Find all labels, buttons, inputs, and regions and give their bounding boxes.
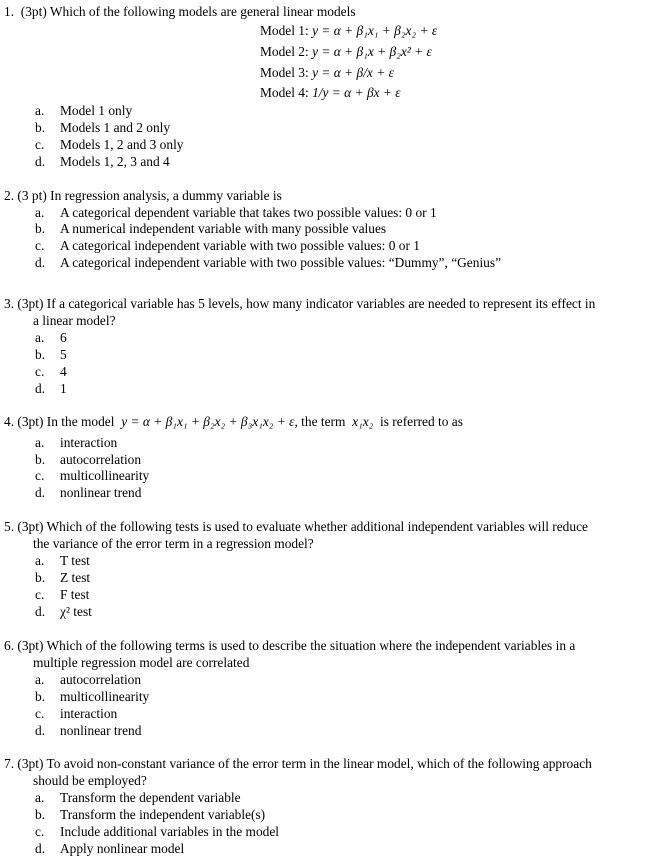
question-number: 1. xyxy=(4,4,15,19)
option-letter: c. xyxy=(35,137,45,152)
option-letter: a. xyxy=(35,330,45,345)
question-number: 7. xyxy=(4,756,15,771)
option-d-text: 1 xyxy=(60,381,67,396)
model-formula: y = α + β₁x₁ + β₂x₂ + ε xyxy=(312,23,438,38)
option-d-text: χ² test xyxy=(60,604,92,619)
model-formula: y = α + β₁x₁ + β₂x₂ + β₃x₁x₂ + ε xyxy=(121,414,295,429)
option-letter: c. xyxy=(35,587,45,602)
option-letter: b. xyxy=(35,120,46,135)
question-points: (3 pt) xyxy=(17,188,47,203)
question-points: (3pt) xyxy=(17,519,44,534)
model-formula: y = α + β₁x + β₂x² + ε xyxy=(312,44,432,59)
question-7-stem xyxy=(4,755,592,772)
question-number: 4. xyxy=(4,414,15,429)
question-5-stem xyxy=(4,518,588,535)
question-number: 6. xyxy=(4,638,15,653)
option-b-text: multicollinearity xyxy=(60,689,150,704)
option-letter: d. xyxy=(35,381,46,396)
option-b-text: A numerical independent variable with many possible values xyxy=(60,221,387,236)
option-a-text: autocorrelation xyxy=(60,672,142,687)
option-letter: a. xyxy=(35,672,45,687)
question-number: 5. xyxy=(4,519,15,534)
option-b-text: Models 1 and 2 only xyxy=(60,120,171,135)
option-c-text: 4 xyxy=(60,364,67,379)
option-a-text: T test xyxy=(60,553,90,568)
option-a-text: 6 xyxy=(60,330,67,345)
question-text: In the model xyxy=(46,414,115,429)
option-d-text: nonlinear trend xyxy=(60,485,142,500)
question-text: Which of the following tests is used to evaluate whether additional independent variables will reduce xyxy=(46,519,588,534)
question-text: Which of the following models are general linear models xyxy=(49,4,356,19)
question-points: (3pt) xyxy=(17,414,44,429)
model-formula: 1/y = α + βx + ε xyxy=(312,85,401,100)
option-d-text: nonlinear trend xyxy=(60,723,142,738)
option-b-text: autocorrelation xyxy=(60,452,142,467)
question-text: In regression analysis, a dummy variable is xyxy=(50,188,282,203)
option-c-text: Include additional variables in the model xyxy=(60,824,280,839)
option-letter: c. xyxy=(35,238,45,253)
option-c-text: A categorical independent variable with two possible values: 0 or 1 xyxy=(60,238,420,253)
option-d-text: Apply nonlinear model xyxy=(60,841,185,856)
option-d-text: Models 1, 2, 3 and 4 xyxy=(60,154,170,169)
option-letter: c. xyxy=(35,824,45,839)
option-d-text: A categorical independent variable with two possible values: “Dummy”, “Genius” xyxy=(60,255,502,270)
question-points: (3pt) xyxy=(17,638,44,653)
question-text-continued: multiple regression model are correlated xyxy=(33,655,250,670)
question-3-stem xyxy=(4,295,595,312)
question-points: (3pt) xyxy=(20,4,47,19)
option-letter: a. xyxy=(35,103,45,118)
option-b-text: 5 xyxy=(60,347,67,362)
option-letter: a. xyxy=(35,205,45,220)
option-letter: b. xyxy=(35,452,46,467)
option-letter: c. xyxy=(35,468,45,483)
option-letter: a. xyxy=(35,790,45,805)
question-2-stem xyxy=(4,187,282,204)
option-c-text: F test xyxy=(60,587,90,602)
question-text-end: is referred to as xyxy=(380,414,463,429)
option-letter: d. xyxy=(35,841,46,856)
question-points: (3pt) xyxy=(17,296,44,311)
option-letter: c. xyxy=(35,706,45,721)
option-b-text: Transform the independent variable(s) xyxy=(60,807,266,822)
model-label: Model 3: xyxy=(260,65,309,80)
question-text: To avoid non-constant variance of the error term in the linear model, which of the following approach xyxy=(46,756,592,771)
question-number: 2. xyxy=(4,188,15,203)
option-letter: d. xyxy=(35,604,46,619)
model-3 xyxy=(260,64,394,81)
option-letter: c. xyxy=(35,364,45,379)
option-c-text: interaction xyxy=(60,706,118,721)
option-letter: a. xyxy=(35,553,45,568)
option-letter: b. xyxy=(35,221,46,236)
option-a-text: A categorical dependent variable that takes two possible values: 0 or 1 xyxy=(60,205,437,220)
question-1-stem xyxy=(4,3,356,20)
option-b-text: Z test xyxy=(60,570,91,585)
option-letter: d. xyxy=(35,485,46,500)
model-4 xyxy=(260,84,401,101)
option-letter: d. xyxy=(35,723,46,738)
model-label: Model 2: xyxy=(260,44,309,59)
option-letter: d. xyxy=(35,154,46,169)
option-c-text: multicollinearity xyxy=(60,468,150,483)
model-2 xyxy=(260,43,432,60)
question-text: If a categorical variable has 5 levels, how many indicator variables are needed to represent its effect in xyxy=(46,296,596,311)
question-text-continued: a linear model? xyxy=(33,313,116,328)
question-text-continued: the variance of the error term in a regression model? xyxy=(33,536,314,551)
question-text-middle: , the term xyxy=(294,414,346,429)
question-points: (3pt) xyxy=(17,756,44,771)
model-label: Model 1: xyxy=(260,23,309,38)
model-label: Model 4: xyxy=(260,85,309,100)
option-letter: a. xyxy=(35,435,45,450)
option-c-text: Models 1, 2 and 3 only xyxy=(60,137,184,152)
option-letter: b. xyxy=(35,347,46,362)
question-text: Which of the following terms is used to describe the situation where the independent variables in a xyxy=(46,638,576,653)
option-letter: b. xyxy=(35,570,46,585)
interaction-term: x₁x₂ xyxy=(352,414,374,429)
model-1 xyxy=(260,22,437,39)
question-number: 3. xyxy=(4,296,15,311)
model-formula: y = α + β/x + ε xyxy=(312,65,394,80)
option-letter: d. xyxy=(35,255,46,270)
question-text-continued: should be employed? xyxy=(33,773,147,788)
option-letter: b. xyxy=(35,689,46,704)
question-4-stem xyxy=(4,413,463,430)
question-6-stem xyxy=(4,637,575,654)
option-a-text: Transform the dependent variable xyxy=(60,790,241,805)
option-letter: b. xyxy=(35,807,46,822)
option-a-text: Model 1 only xyxy=(60,103,133,118)
option-a-text: interaction xyxy=(60,435,118,450)
